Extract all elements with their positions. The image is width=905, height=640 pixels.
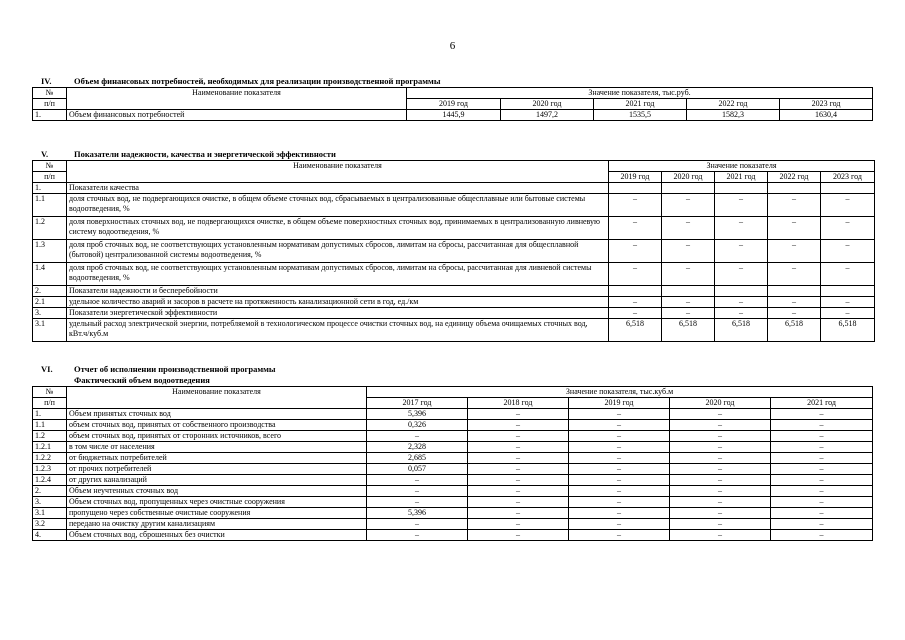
row-value: – bbox=[468, 475, 569, 486]
table-row bbox=[33, 453, 873, 464]
row-value: – bbox=[715, 297, 768, 308]
table-row bbox=[33, 464, 873, 475]
row-value: 1582,3 bbox=[687, 110, 780, 121]
row-value: – bbox=[662, 297, 715, 308]
table-row bbox=[33, 475, 873, 486]
header-year: 2020 год bbox=[662, 172, 715, 183]
row-number: 1.3 bbox=[33, 240, 67, 263]
table-row bbox=[33, 530, 873, 541]
header-number-sub: п/п bbox=[33, 172, 67, 183]
row-number: 1. bbox=[33, 110, 67, 121]
row-value: – bbox=[569, 486, 670, 497]
row-value: – bbox=[569, 475, 670, 486]
row-number: 1. bbox=[33, 183, 67, 194]
row-name: Показатели качества bbox=[67, 183, 609, 194]
row-value bbox=[821, 183, 875, 194]
row-name: Объем неучтенных сточных вод bbox=[67, 486, 367, 497]
row-name: доля поверхностных сточных вод, не подвергающихся очистке, в общем объеме поверхностных сточных вод, принимаемых в централизованную ливневую систему водоотведения, % bbox=[67, 217, 609, 240]
row-value: – bbox=[468, 453, 569, 464]
reliability-quality-table bbox=[32, 160, 875, 342]
header-indicator-value: Значение показателя, тыс.руб. bbox=[407, 88, 873, 99]
row-value: – bbox=[468, 519, 569, 530]
row-number: 1.2.2 bbox=[33, 453, 67, 464]
row-value: – bbox=[670, 519, 771, 530]
row-number: 1.2.1 bbox=[33, 442, 67, 453]
header-indicator-value: Значение показателя, тыс.куб.м bbox=[367, 387, 873, 398]
row-value: – bbox=[821, 308, 875, 319]
header-year: 2018 год bbox=[468, 398, 569, 409]
table-row bbox=[33, 263, 875, 286]
row-number: 1.4 bbox=[33, 263, 67, 286]
row-value: – bbox=[468, 431, 569, 442]
header-year: 2023 год bbox=[821, 172, 875, 183]
row-number: 3. bbox=[33, 497, 67, 508]
row-value: – bbox=[569, 464, 670, 475]
row-value: 1497,2 bbox=[501, 110, 594, 121]
header-number-sub: п/п bbox=[33, 398, 67, 409]
row-value: – bbox=[670, 475, 771, 486]
header-number: № bbox=[33, 161, 67, 172]
row-value: – bbox=[670, 442, 771, 453]
row-name: доля проб сточных вод, не соответствующих установленным нормативам допустимых сбросов, лимитам на сбросы, рассчитанная для общесплавной (бытовой) централизованной системы водоотведения, % bbox=[67, 240, 609, 263]
row-value: – bbox=[821, 240, 875, 263]
row-value: – bbox=[609, 308, 662, 319]
row-value: – bbox=[569, 409, 670, 420]
row-value: – bbox=[715, 308, 768, 319]
row-value: – bbox=[468, 508, 569, 519]
row-value: – bbox=[609, 297, 662, 308]
section-4-heading bbox=[41, 76, 440, 86]
row-value: – bbox=[771, 497, 873, 508]
header-year: 2021 год bbox=[771, 398, 873, 409]
row-value: – bbox=[771, 519, 873, 530]
row-value: – bbox=[468, 464, 569, 475]
table-row bbox=[33, 286, 875, 297]
row-value: – bbox=[609, 263, 662, 286]
row-value: – bbox=[569, 442, 670, 453]
row-number: 4. bbox=[33, 530, 67, 541]
row-value: – bbox=[715, 194, 768, 217]
section-5-heading bbox=[41, 149, 336, 159]
row-name: от других канализаций bbox=[67, 475, 367, 486]
row-number: 3.1 bbox=[33, 319, 67, 342]
header-indicator-name: Наименование показателя bbox=[67, 88, 407, 110]
row-name: Объем финансовых потребностей bbox=[67, 110, 407, 121]
header-year: 2017 год bbox=[367, 398, 468, 409]
row-value: – bbox=[715, 240, 768, 263]
row-value: – bbox=[670, 508, 771, 519]
row-value: – bbox=[670, 431, 771, 442]
row-value: – bbox=[609, 217, 662, 240]
header-year: 2019 год bbox=[609, 172, 662, 183]
row-value: – bbox=[768, 240, 821, 263]
table-row bbox=[33, 319, 875, 342]
section-5-number: V. bbox=[41, 149, 49, 159]
row-number: 1. bbox=[33, 409, 67, 420]
row-name: доля проб сточных вод, не соответствующих установленным нормативам допустимых сбросов, лимитам на сбросы, рассчитанная для ливневой системы водоотведения, % bbox=[67, 263, 609, 286]
row-value: 2,328 bbox=[367, 442, 468, 453]
header-year: 2020 год bbox=[670, 398, 771, 409]
row-value: – bbox=[771, 453, 873, 464]
row-value bbox=[662, 183, 715, 194]
row-value: 5,396 bbox=[367, 409, 468, 420]
row-value: – bbox=[468, 530, 569, 541]
row-value: – bbox=[609, 240, 662, 263]
row-value: – bbox=[771, 420, 873, 431]
row-value: – bbox=[771, 530, 873, 541]
row-value: – bbox=[367, 497, 468, 508]
row-name: удельный расход электрической энергии, потребляемой в технологическом процессе очистки сточных вод, на единицу объема очищаемых сточных вод, кВт.ч/куб.м bbox=[67, 319, 609, 342]
row-value: – bbox=[569, 420, 670, 431]
row-value: – bbox=[569, 497, 670, 508]
row-value: – bbox=[715, 263, 768, 286]
header-year: 2022 год bbox=[768, 172, 821, 183]
table-row bbox=[33, 486, 873, 497]
table-row bbox=[33, 308, 875, 319]
row-value: – bbox=[662, 308, 715, 319]
row-name: Показатели надежности и бесперебойности bbox=[67, 286, 609, 297]
table-row bbox=[33, 409, 873, 420]
row-value: – bbox=[768, 263, 821, 286]
row-value: – bbox=[771, 508, 873, 519]
row-number: 1.2.4 bbox=[33, 475, 67, 486]
table-row bbox=[33, 431, 873, 442]
row-value bbox=[715, 286, 768, 297]
row-value: – bbox=[821, 217, 875, 240]
row-name: удельное количество аварий и засоров в расчете на протяженность канализационной сети в год, ед./км bbox=[67, 297, 609, 308]
header-number-sub: п/п bbox=[33, 99, 67, 110]
row-value: – bbox=[768, 217, 821, 240]
header-year: 2022 год bbox=[687, 99, 780, 110]
table-row bbox=[33, 217, 875, 240]
row-value: – bbox=[468, 409, 569, 420]
row-value: – bbox=[662, 217, 715, 240]
row-value: – bbox=[569, 530, 670, 541]
row-value: 6,518 bbox=[609, 319, 662, 342]
row-number: 1.2 bbox=[33, 217, 67, 240]
header-year: 2019 год bbox=[407, 99, 501, 110]
section-6-subtitle: Фактический объем водоотведения bbox=[74, 375, 210, 385]
row-value: – bbox=[670, 420, 771, 431]
row-value: – bbox=[771, 409, 873, 420]
row-name: передано на очистку другим канализациям bbox=[67, 519, 367, 530]
row-number: 3. bbox=[33, 308, 67, 319]
table-row bbox=[33, 240, 875, 263]
row-value: – bbox=[670, 409, 771, 420]
table-row bbox=[33, 508, 873, 519]
row-number: 3.2 bbox=[33, 519, 67, 530]
row-value: – bbox=[771, 486, 873, 497]
row-value bbox=[715, 183, 768, 194]
header-indicator-value: Значение показателя bbox=[609, 161, 875, 172]
row-value: – bbox=[367, 519, 468, 530]
row-number: 1.2 bbox=[33, 431, 67, 442]
row-value bbox=[821, 286, 875, 297]
row-value bbox=[609, 286, 662, 297]
row-number: 1.2.3 bbox=[33, 464, 67, 475]
row-value: 1535,5 bbox=[594, 110, 687, 121]
row-number: 2. bbox=[33, 286, 67, 297]
row-value: – bbox=[670, 453, 771, 464]
section-4-number: IV. bbox=[41, 76, 52, 86]
header-year: 2021 год bbox=[715, 172, 768, 183]
header-year: 2020 год bbox=[501, 99, 594, 110]
row-value: 1445,9 bbox=[407, 110, 501, 121]
row-value bbox=[768, 183, 821, 194]
row-value: 0,326 bbox=[367, 420, 468, 431]
row-name: объем сточных вод, принятых от собственного производства bbox=[67, 420, 367, 431]
row-value: – bbox=[569, 508, 670, 519]
row-value: – bbox=[367, 431, 468, 442]
page-number: 6 bbox=[449, 40, 456, 52]
row-value: – bbox=[771, 431, 873, 442]
row-value bbox=[768, 286, 821, 297]
row-value: 2,685 bbox=[367, 453, 468, 464]
row-name: от прочих потребителей bbox=[67, 464, 367, 475]
section-4-title: Объем финансовых потребностей, необходимых для реализации производственной программы bbox=[74, 76, 441, 86]
section-6-title: Отчет об исполнении производственной программы bbox=[74, 364, 276, 374]
row-value: – bbox=[662, 263, 715, 286]
row-number: 2. bbox=[33, 486, 67, 497]
header-indicator-name: Наименование показателя bbox=[67, 387, 367, 409]
section-6-number: VI. bbox=[41, 364, 53, 374]
row-value: 0,057 bbox=[367, 464, 468, 475]
header-indicator-name: Наименование показателя bbox=[67, 161, 609, 183]
row-value bbox=[662, 286, 715, 297]
header-year: 2019 год bbox=[569, 398, 670, 409]
row-name: Показатели энергетической эффективности bbox=[67, 308, 609, 319]
row-value: 6,518 bbox=[715, 319, 768, 342]
row-value: – bbox=[662, 194, 715, 217]
row-name: Объем сточных вод, сброшенных без очистки bbox=[67, 530, 367, 541]
financial-needs-table bbox=[32, 87, 873, 121]
table-row bbox=[33, 183, 875, 194]
row-value: – bbox=[468, 486, 569, 497]
row-value: 6,518 bbox=[821, 319, 875, 342]
header-number: № bbox=[33, 88, 67, 99]
row-value: – bbox=[569, 431, 670, 442]
row-name: в том числе от населения bbox=[67, 442, 367, 453]
row-value: – bbox=[670, 486, 771, 497]
table-row bbox=[33, 297, 875, 308]
section-6-heading bbox=[41, 364, 276, 374]
row-name: Объем принятых сточных вод bbox=[67, 409, 367, 420]
row-value: – bbox=[569, 519, 670, 530]
row-name: от бюджетных потребителей bbox=[67, 453, 367, 464]
row-name: доля сточных вод, не подвергающихся очистке, в общем объеме сточных вод, сбрасываемых в централизованные общесплавные или бытовые системы водоотведения, % bbox=[67, 194, 609, 217]
row-number: 1.1 bbox=[33, 194, 67, 217]
table-row bbox=[33, 420, 873, 431]
row-value: – bbox=[768, 194, 821, 217]
row-value: – bbox=[821, 297, 875, 308]
row-value: – bbox=[468, 420, 569, 431]
row-value: – bbox=[771, 475, 873, 486]
row-value: – bbox=[670, 464, 771, 475]
row-value: 6,518 bbox=[662, 319, 715, 342]
row-value: 6,518 bbox=[768, 319, 821, 342]
row-name: пропущено через собственные очистные сооружения bbox=[67, 508, 367, 519]
table-row bbox=[33, 194, 875, 217]
row-value: – bbox=[768, 308, 821, 319]
row-value bbox=[609, 183, 662, 194]
row-value: – bbox=[821, 263, 875, 286]
table-row bbox=[33, 110, 873, 121]
row-number: 3.1 bbox=[33, 508, 67, 519]
row-value: – bbox=[609, 194, 662, 217]
row-value: – bbox=[662, 240, 715, 263]
header-number: № bbox=[33, 387, 67, 398]
row-value: 1630,4 bbox=[780, 110, 873, 121]
table-row bbox=[33, 519, 873, 530]
row-value: – bbox=[670, 497, 771, 508]
row-value: – bbox=[715, 217, 768, 240]
row-value: – bbox=[367, 486, 468, 497]
row-number: 2.1 bbox=[33, 297, 67, 308]
row-number: 1.1 bbox=[33, 420, 67, 431]
table-row bbox=[33, 497, 873, 508]
table-row bbox=[33, 442, 873, 453]
header-year: 2023 год bbox=[780, 99, 873, 110]
row-value: – bbox=[768, 297, 821, 308]
section-5-title: Показатели надежности, качества и энергетической эффективности bbox=[74, 149, 336, 159]
row-name: Объем сточных вод, пропущенных через очистные сооружения bbox=[67, 497, 367, 508]
row-value: – bbox=[468, 497, 569, 508]
row-value: – bbox=[670, 530, 771, 541]
row-value: – bbox=[367, 475, 468, 486]
wastewater-volume-table bbox=[32, 386, 873, 541]
row-value: – bbox=[367, 530, 468, 541]
row-value: – bbox=[468, 442, 569, 453]
row-value: – bbox=[821, 194, 875, 217]
row-value: – bbox=[771, 464, 873, 475]
row-value: – bbox=[569, 453, 670, 464]
header-year: 2021 год bbox=[594, 99, 687, 110]
row-value: 5,396 bbox=[367, 508, 468, 519]
row-value: – bbox=[771, 442, 873, 453]
row-name: объем сточных вод, принятых от сторонних источников, всего bbox=[67, 431, 367, 442]
